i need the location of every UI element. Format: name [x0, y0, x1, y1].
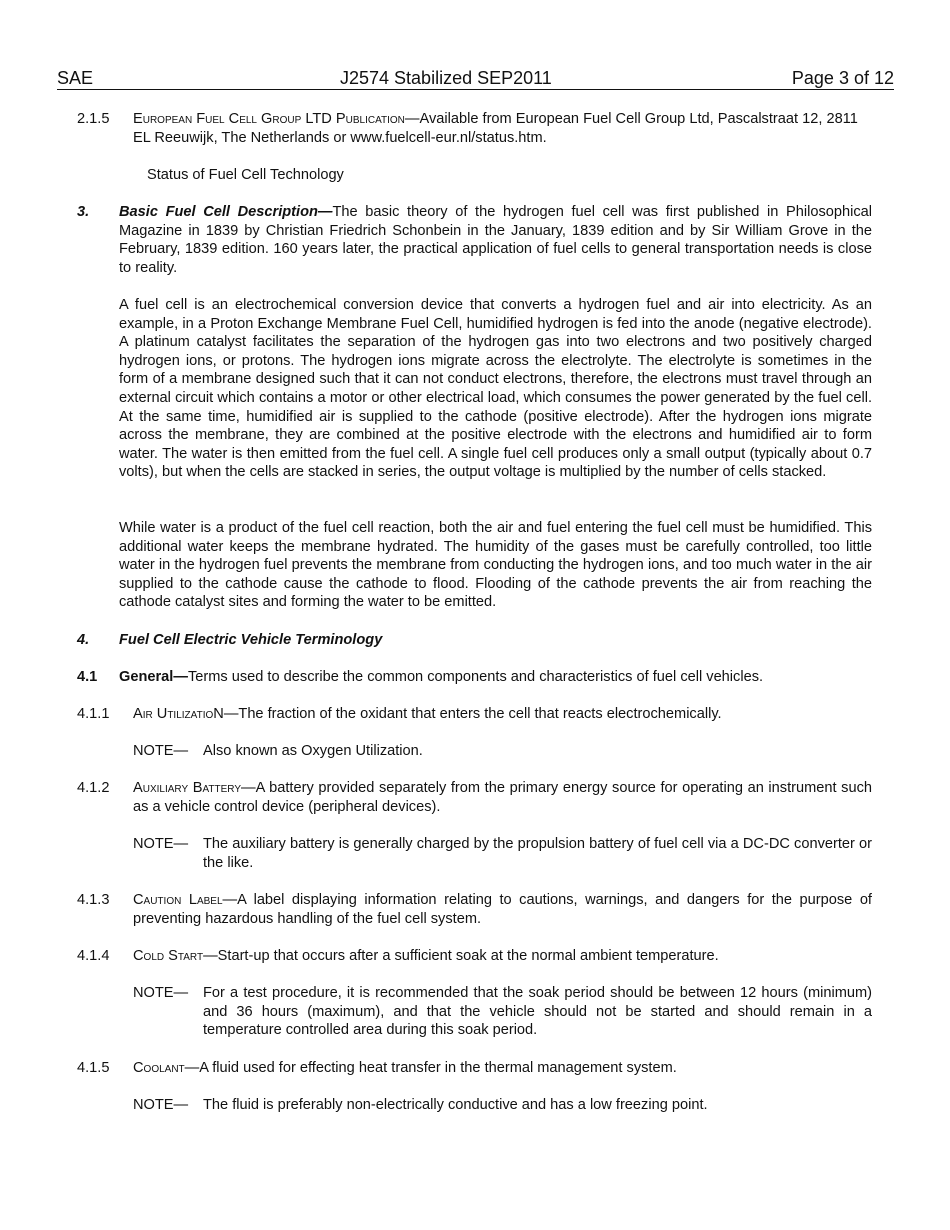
term-text: —A battery provided separately from the primary energy source for operating an instrument such as a vehicle control device (peripheral devices). [133, 780, 872, 815]
section-4-title: Fuel Cell Electric Vehicle Terminology [119, 632, 383, 648]
term-name: Air Utilizatio [133, 706, 214, 722]
header-doc-id: J2574 Stabilized SEP2011 [340, 68, 552, 88]
note-label: NOTE— [133, 743, 189, 759]
term-text: —A fluid used for effecting heat transfer in the thermal management system. [184, 1060, 677, 1076]
section-number: 2.1.5 [77, 111, 110, 127]
header-page-number: Page 3 of 12 [791, 68, 894, 88]
note-label: NOTE— [133, 985, 189, 1001]
term-text: —Start-up that occurs after a sufficient soak at the normal ambient temperature. [203, 948, 719, 964]
note-label: NOTE— [133, 836, 189, 852]
term-definition [133, 1059, 872, 1078]
note-label: NOTE— [133, 1097, 189, 1113]
section-number: 3. [77, 204, 90, 220]
term-text: —A label displaying information relating to cautions, warnings, and dangers for the purpose of preventing hazardous handling of the fuel cell system. [133, 892, 872, 927]
reference-entry [133, 110, 872, 147]
term-number: 4.1.5 [77, 1060, 110, 1076]
term-name: Auxiliary Battery [133, 780, 241, 796]
page-header [57, 67, 894, 90]
term-name: Coolant [133, 1060, 185, 1076]
section-4-1-title: General— [119, 669, 188, 685]
section-3-title: Basic Fuel Cell Description— [119, 204, 333, 220]
reference-subtitle: Status of Fuel Cell Technology [147, 167, 344, 183]
term-number: 4.1.4 [77, 948, 110, 964]
section-3-para-3: While water is a product of the fuel cell reaction, both the air and fuel entering the fuel cell must be humidified. This additional water keeps the membrane hydrated. The humidity of the gases must be carefully controlled, too little water in the hydrogen fuel prevents the membrane from conducting the hydrogen ions, and too much water in the air supplied to the cathode cause the cathode to flood. Flooding of the cathode prevents the air from reaching the cathode catalyst sites and forming the water to be emitted. [119, 520, 872, 611]
term-number: 4.1.1 [77, 706, 110, 722]
note-text: The fluid is preferably non-electrically conductive and has a low freezing point. [203, 1097, 708, 1113]
term-definition [133, 779, 872, 816]
section-3-para-1-text: The basic theory of the hydrogen fuel cell was first published in Philosophical Magazine in 1839 by Christian Friedrich Schonbein in the January, 1839 edition and by Sir William Grove in the February, 1839 edition. 160 years later, the practical application of fuel cells to general transportation needs is close to reality. [119, 204, 873, 276]
term-definition [133, 705, 872, 724]
term-name-tail: N [213, 706, 224, 722]
note-text: For a test procedure, it is recommended that the soak period should be between 12 hours (minimum) and 36 hours (maximum), and that the vehicle should not be started and should remain in a temperature controlled area during this soak period. [203, 985, 872, 1039]
note-text: The auxiliary battery is generally charged by the propulsion battery of fuel cell via a DC-DC converter or the like. [203, 836, 872, 871]
term-name: Cold Start [133, 948, 204, 964]
reference-text: —Available from European Fuel Cell Group Ltd, Pascalstraat 12, 2811 EL Reeuwijk, The Netherlands or www.fuelcell-eur.nl/status.htm. [133, 111, 858, 146]
section-number: 4.1 [77, 669, 98, 685]
term-number: 4.1.3 [77, 892, 110, 908]
section-3-para-1 [119, 203, 872, 277]
header-org: SAE [57, 68, 94, 88]
section-4-1-text: Terms used to describe the common components and characteristics of fuel cell vehicles. [187, 669, 764, 685]
term-definition [133, 891, 872, 928]
term-text: —The fraction of the oxidant that enters the cell that reacts electrochemically. [223, 706, 722, 722]
reference-title: European Fuel Cell Group LTD Publication [133, 111, 405, 127]
section-3-para-2: A fuel cell is an electrochemical conversion device that converts a hydrogen fuel and air into electricity. As an example, in a Proton Exchange Membrane Fuel Cell, humidified hydrogen is fed into the anode (negative electrode). A platinum catalyst facilitates the separation of the hydrogen gas into two electrons and two positively charged hydrogen ions, or protons. The hydrogen ions migrate across the electrolyte. The electrolyte is sometimes in the form of a membrane designed such that it can not conduct electrons, therefore, the electrons must travel through an external circuit which contains a motor or other electrical load, which consumes the power generated by the fuel cell. At the same time, humidified air is supplied to the cathode (positive electrode). After the hydrogen ions migrate across the membrane, they are combined at the positive electrode with the electrons and humidified air to form water. The water is then emitted from the fuel cell. A single fuel cell produces only a small output (typically about 0.7 volts), but when the cells are stacked in series, the output voltage is multiplied by the number of cells stacked. [119, 297, 872, 481]
note-text: Also known as Oxygen Utilization. [203, 743, 423, 759]
section-4-1 [119, 668, 872, 687]
term-number: 4.1.2 [77, 780, 110, 796]
term-name: Caution Label [133, 892, 223, 908]
section-number: 4. [77, 632, 90, 648]
term-definition [133, 947, 872, 966]
